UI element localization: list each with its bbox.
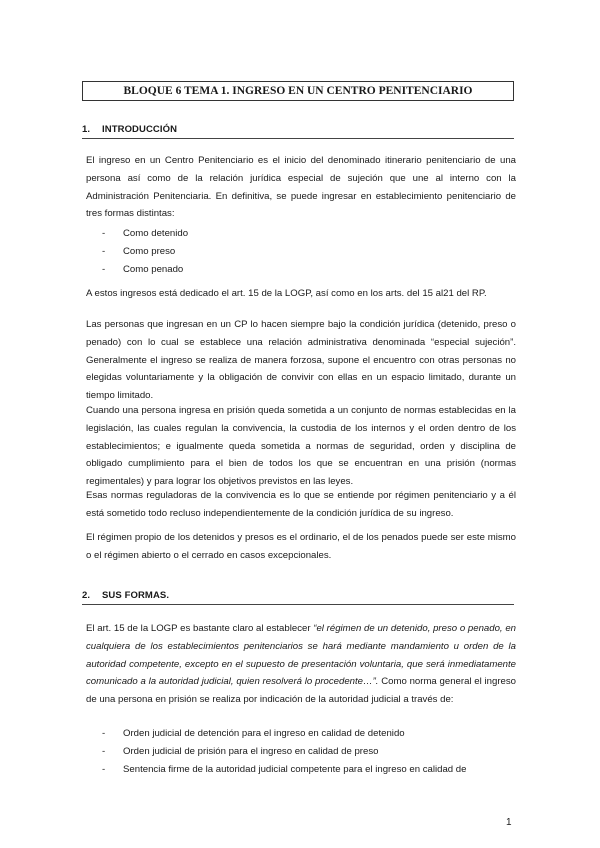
list-item: - Como penado [98, 261, 518, 279]
legal-quote: “el régimen de un detenido, preso o penado, en cualquiera de los establecimientos penitenciarios se hará mediante mandamiento u orden de la autoridad competente, excepto en el supuesto de presentación voluntaria, que será inmediatamente comunicado a la autoridad judicial, quien resolverá lo procedente…”. [86, 623, 516, 688]
paragraph-text: Como norma general el ingreso de una persona en prisión se realiza por indicación de la autoridad judicial a través de: [86, 676, 516, 706]
list-item: - Orden judicial de prisión para el ingreso en calidad de preso [98, 743, 518, 761]
section-title: INTRODUCCIÓN [102, 124, 178, 135]
judicial-orders-list [98, 725, 518, 778]
page-number: 1 [506, 817, 512, 828]
section-number: 1. [82, 124, 91, 135]
paragraph-especial-sujecion: Las personas que ingresan en un CP lo hacen siempre bajo la condición jurídica (detenido, preso o penado) con lo cual se establece una relación administrativa denominada “especial sujeción”. Generalmente el ingreso se realiza de manera forzosa, supone el encuentro con otras personas no elegidas voluntariamente y la obligación de convivir con ellas en un espacio limitado, durante un tiempo limitado. [86, 319, 516, 402]
section-heading-sus-formas [82, 590, 514, 605]
list-item: - Como detenido [98, 225, 518, 243]
section-number: 2. [82, 590, 91, 601]
document-title: BLOQUE 6 TEMA 1. INGRESO EN UN CENTRO PENITENCIARIO [82, 81, 514, 101]
paragraph-articles: A estos ingresos está dedicado el art. 15 de la LOGP, así como en los arts. del 15 al21 del RP. [86, 288, 487, 299]
intro-paragraph: El ingreso en un Centro Penitenciario es el inicio del denominado itinerario penitenciario de una persona así como de la relación jurídica especial de sujeción que une al interno con la Administración Penitenciaria. En definitiva, se puede ingresar en establecimiento penitenciario de tres formas distintas: [86, 155, 516, 220]
section-title: SUS FORMAS. [102, 590, 170, 601]
paragraph-text: El art. 15 de la LOGP es bastante claro al establecer [86, 623, 314, 634]
section-heading-introduccion [82, 124, 514, 139]
paragraph-normas: Cuando una persona ingresa en prisión queda sometida a un conjunto de normas establecidas en la legislación, las cuales regulan la convivencia, la custodia de los internos y el orden dentro de los establecimientos; e igualmente queda sometida a normas de seguridad, orden y disciplina de obligado cumplimiento para el bien de todos los que se encuentran en una prisión (normas regimentales) y para lograr los objetivos previstos en las leyes. [86, 405, 516, 488]
list-item: - Sentencia firme de la autoridad judicial competente para el ingreso en calidad de [98, 761, 518, 779]
ingreso-forms-list [98, 225, 518, 278]
list-item: - Como preso [98, 243, 518, 261]
list-item: - Orden judicial de detención para el ingreso en calidad de detenido [98, 725, 518, 743]
paragraph-art-15 [86, 620, 516, 709]
paragraph-regimen-penitenciario: Esas normas reguladoras de la convivencia es lo que se entiende por régimen penitenciario y a él está sometido todo recluso independientemente de la condición jurídica de su ingreso. [86, 490, 516, 519]
paragraph-regimen-ordinario: El régimen propio de los detenidos y presos es el ordinario, el de los penados puede ser este mismo o el régimen abierto o el cerrado en casos excepcionales. [86, 532, 516, 561]
